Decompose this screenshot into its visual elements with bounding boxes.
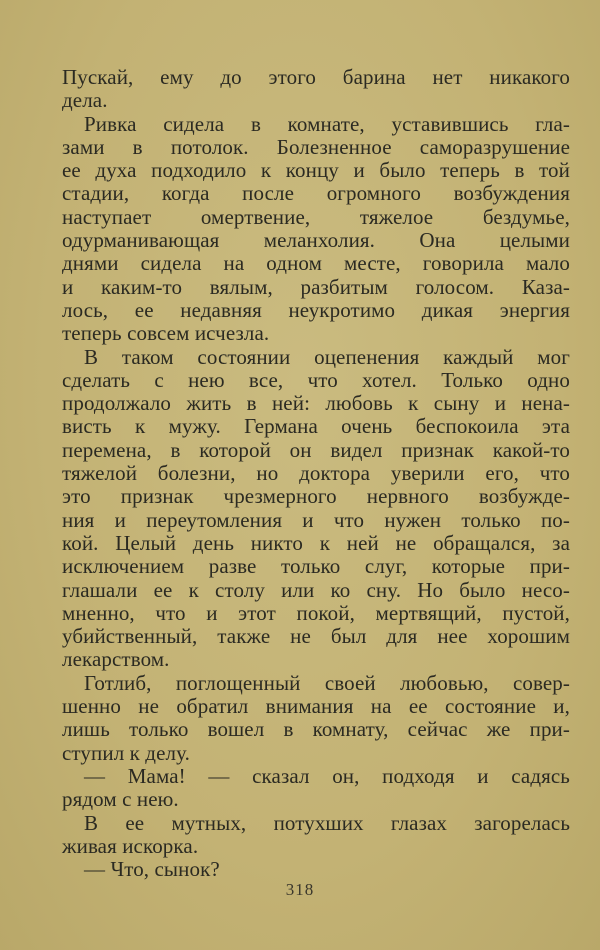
text-line: дела.	[62, 88, 108, 113]
text-line: Пускай, ему до этого барина нет никакого	[62, 65, 570, 89]
text-line: лекарством.	[62, 647, 170, 672]
text-line: наступает омертвение, тяжелое бездумье,	[62, 204, 570, 229]
text-line: глашали ее к столу или ко сну. Но было несо-	[62, 577, 570, 602]
text-line: лишь только вошел в комнату, сейчас же при-	[62, 717, 570, 742]
text-line: ее духа подходило к концу и было теперь в той	[62, 158, 570, 183]
text-line: рядом с нею.	[62, 787, 179, 812]
text-line: ния и переутомления и что нужен только по-	[62, 507, 570, 532]
text-line: продолжало жить в ней: любовь к сыну и нена-	[62, 391, 570, 416]
text-line: сделать с нею все, что хотел. Только одно	[62, 367, 570, 392]
page-number: 318	[285, 880, 315, 899]
text-line: тяжелой болезни, но доктора уверили его, что	[62, 461, 570, 486]
text-line: одурманивающая меланхолия. Она целыми	[62, 228, 570, 253]
text-line: днями сидела на одном месте, говорила мало	[62, 251, 570, 276]
text-line: ступил к делу.	[62, 740, 190, 765]
text-line: убийственный, также не был для нее хорошим	[62, 624, 570, 649]
text-line: В ее мутных, потухших глазах загорелась	[84, 810, 570, 835]
text-line: лось, ее недавняя неукротимо дикая энергия	[62, 297, 570, 322]
text-line: живая искорка.	[62, 833, 199, 858]
text-line: зами в потолок. Болезненное саморазрушение	[62, 134, 570, 159]
text-line: перемена, в которой он видел признак какой-то	[62, 437, 570, 462]
text-line: — Мама! — сказал он, подходя и садясь	[84, 763, 570, 788]
text-line: В таком состоянии оцепенения каждый мог	[84, 344, 570, 369]
text-line: мненно, что и этот покой, мертвящий, пустой,	[62, 600, 570, 625]
text-line: стадии, когда после огромного возбуждения	[62, 181, 570, 206]
text-line: — Что, сынок?	[84, 857, 220, 882]
text-line: это признак чрезмерного нервного возбужде-	[62, 484, 570, 509]
text-line: и каким-то вялым, разбитым голосом. Каза-	[62, 274, 570, 299]
text-line: теперь совсем исчезла.	[62, 321, 270, 346]
body-text	[62, 66, 570, 881]
text-line: Ривка сидела в комнате, уставившись гла-	[84, 111, 570, 136]
text-line: исключением разве только слуг, которые при-	[62, 554, 570, 579]
text-line: висть к мужу. Германа очень беспокоила эта	[62, 414, 570, 439]
text-line: кой. Целый день никто к ней не обращался, за	[62, 530, 570, 555]
text-line: Готлиб, поглощенный своей любовью, совер-	[84, 670, 570, 695]
text-line: шенно не обратил внимания на ее состояние и,	[62, 694, 570, 719]
